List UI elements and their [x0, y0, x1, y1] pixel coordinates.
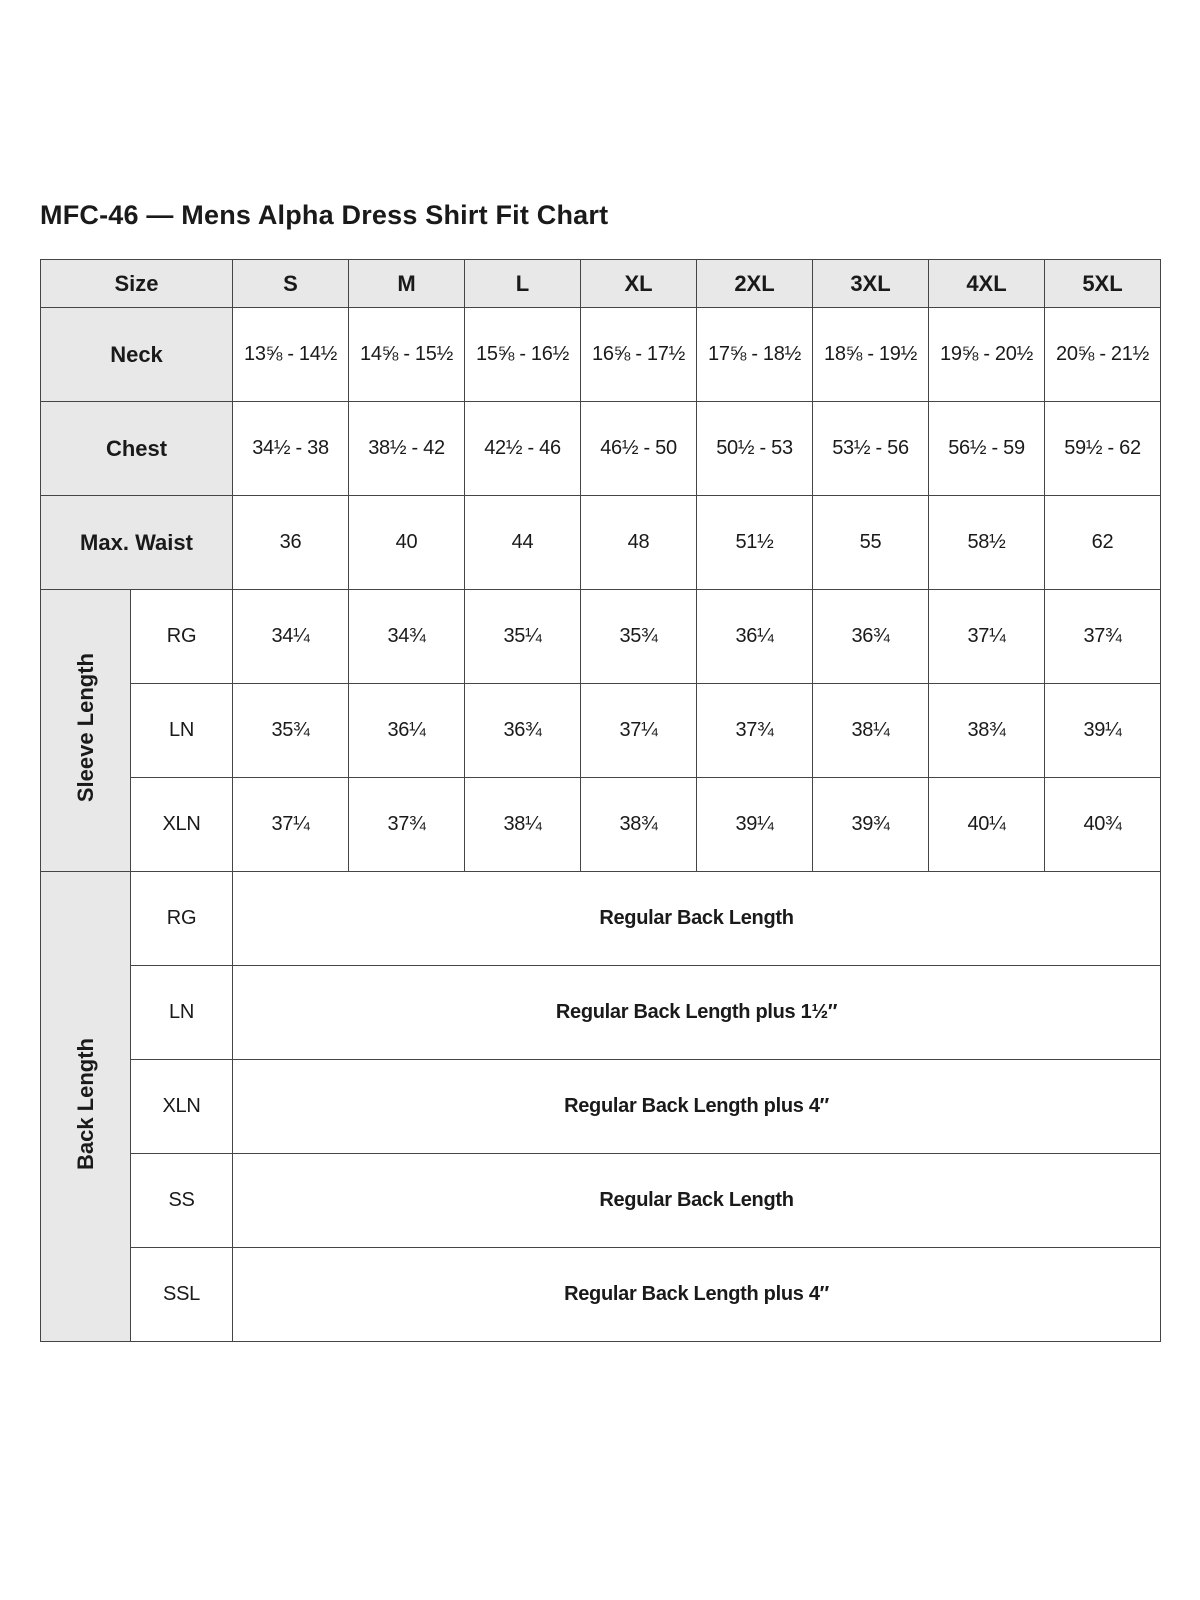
sleeve-ln-value-cell: 36¼ [349, 684, 465, 778]
back-xln-value: Regular Back Length plus 4″ [233, 1060, 1161, 1154]
sleeve-rg-value-cell: 35¾ [581, 590, 697, 684]
sleeve-rg-value-cell: 36¾ [813, 590, 929, 684]
size-header-xl: XL [581, 260, 697, 308]
sleeve-ln-value-cell: 35¾ [233, 684, 349, 778]
neck-value-cell: 19⅝ - 20½ [929, 308, 1045, 402]
back-length-group-label [41, 872, 131, 1342]
back-ssl-label: SSL [131, 1248, 233, 1342]
sleeve-rg-value-cell: 35¼ [465, 590, 581, 684]
back-rg-value: Regular Back Length [233, 872, 1161, 966]
sleeve-length-group-label-text: Sleeve Length [72, 653, 98, 803]
sleeve-ln-value-cell: 39¼ [1045, 684, 1161, 778]
back-rg-row [41, 872, 1161, 966]
waist-value-cell: 58½ [929, 496, 1045, 590]
sleeve-xln-value-cell: 38¾ [581, 778, 697, 872]
neck-value-cell: 16⅝ - 17½ [581, 308, 697, 402]
sleeve-rg-value-cell: 37¾ [1045, 590, 1161, 684]
sleeve-rg-value-cell: 34¾ [349, 590, 465, 684]
neck-value-cell: 15⅝ - 16½ [465, 308, 581, 402]
page-title: MFC-46 — Mens Alpha Dress Shirt Fit Chart [40, 200, 609, 230]
sleeve-ln-label: LN [131, 684, 233, 778]
sleeve-xln-value-cell: 37¼ [233, 778, 349, 872]
max-waist-row-label: Max. Waist [41, 496, 233, 590]
neck-value-cell: 17⅝ - 18½ [697, 308, 813, 402]
fit-chart-table [40, 259, 1161, 1342]
sleeve-rg-value-cell: 34¼ [233, 590, 349, 684]
back-ss-label: SS [131, 1154, 233, 1248]
chest-value-cell: 50½ - 53 [697, 402, 813, 496]
sleeve-xln-label: XLN [131, 778, 233, 872]
sleeve-ln-row [41, 684, 1161, 778]
sleeve-rg-value-cell: 36¼ [697, 590, 813, 684]
sleeve-xln-value-cell: 37¾ [349, 778, 465, 872]
waist-value-cell: 40 [349, 496, 465, 590]
neck-value-cell: 13⅝ - 14½ [233, 308, 349, 402]
sleeve-ln-value-cell: 38¾ [929, 684, 1045, 778]
chest-value-cell: 56½ - 59 [929, 402, 1045, 496]
sleeve-xln-value-cell: 39¾ [813, 778, 929, 872]
max-waist-row [41, 496, 1161, 590]
back-ln-value: Regular Back Length plus 1½″ [233, 966, 1161, 1060]
size-header-row [41, 260, 1161, 308]
sleeve-ln-value-cell: 37¾ [697, 684, 813, 778]
chest-value-cell: 59½ - 62 [1045, 402, 1161, 496]
neck-row [41, 308, 1161, 402]
sleeve-xln-row [41, 778, 1161, 872]
waist-value-cell: 36 [233, 496, 349, 590]
chest-row-label: Chest [41, 402, 233, 496]
waist-value-cell: 44 [465, 496, 581, 590]
neck-row-label: Neck [41, 308, 233, 402]
sleeve-ln-value-cell: 38¼ [813, 684, 929, 778]
back-ln-row [41, 966, 1161, 1060]
size-header-s: S [233, 260, 349, 308]
sleeve-rg-label: RG [131, 590, 233, 684]
chest-value-cell: 34½ - 38 [233, 402, 349, 496]
sleeve-xln-value-cell: 40¾ [1045, 778, 1161, 872]
waist-value-cell: 51½ [697, 496, 813, 590]
back-ssl-row [41, 1248, 1161, 1342]
back-ss-value: Regular Back Length [233, 1154, 1161, 1248]
back-xln-label: XLN [131, 1060, 233, 1154]
chest-value-cell: 42½ - 46 [465, 402, 581, 496]
waist-value-cell: 48 [581, 496, 697, 590]
chest-value-cell: 38½ - 42 [349, 402, 465, 496]
back-ss-row [41, 1154, 1161, 1248]
size-header-l: L [465, 260, 581, 308]
waist-value-cell: 55 [813, 496, 929, 590]
neck-value-cell: 14⅝ - 15½ [349, 308, 465, 402]
sleeve-length-group-label [41, 590, 131, 872]
size-header-3xl: 3XL [813, 260, 929, 308]
size-header-5xl: 5XL [1045, 260, 1161, 308]
sleeve-xln-value-cell: 39¼ [697, 778, 813, 872]
chest-row [41, 402, 1161, 496]
sleeve-xln-value-cell: 40¼ [929, 778, 1045, 872]
sleeve-rg-value-cell: 37¼ [929, 590, 1045, 684]
back-ssl-value: Regular Back Length plus 4″ [233, 1248, 1161, 1342]
sleeve-xln-value-cell: 38¼ [465, 778, 581, 872]
chest-value-cell: 53½ - 56 [813, 402, 929, 496]
chest-value-cell: 46½ - 50 [581, 402, 697, 496]
sleeve-rg-row [41, 590, 1161, 684]
waist-value-cell: 62 [1045, 496, 1161, 590]
size-header-4xl: 4XL [929, 260, 1045, 308]
sleeve-ln-value-cell: 37¼ [581, 684, 697, 778]
size-header-m: M [349, 260, 465, 308]
back-rg-label: RG [131, 872, 233, 966]
back-length-group-label-text: Back Length [72, 1037, 98, 1171]
back-ln-label: LN [131, 966, 233, 1060]
neck-value-cell: 20⅝ - 21½ [1045, 308, 1161, 402]
neck-value-cell: 18⅝ - 19½ [813, 308, 929, 402]
size-header-2xl: 2XL [697, 260, 813, 308]
sleeve-ln-value-cell: 36¾ [465, 684, 581, 778]
back-xln-row [41, 1060, 1161, 1154]
size-column-header: Size [41, 260, 233, 308]
